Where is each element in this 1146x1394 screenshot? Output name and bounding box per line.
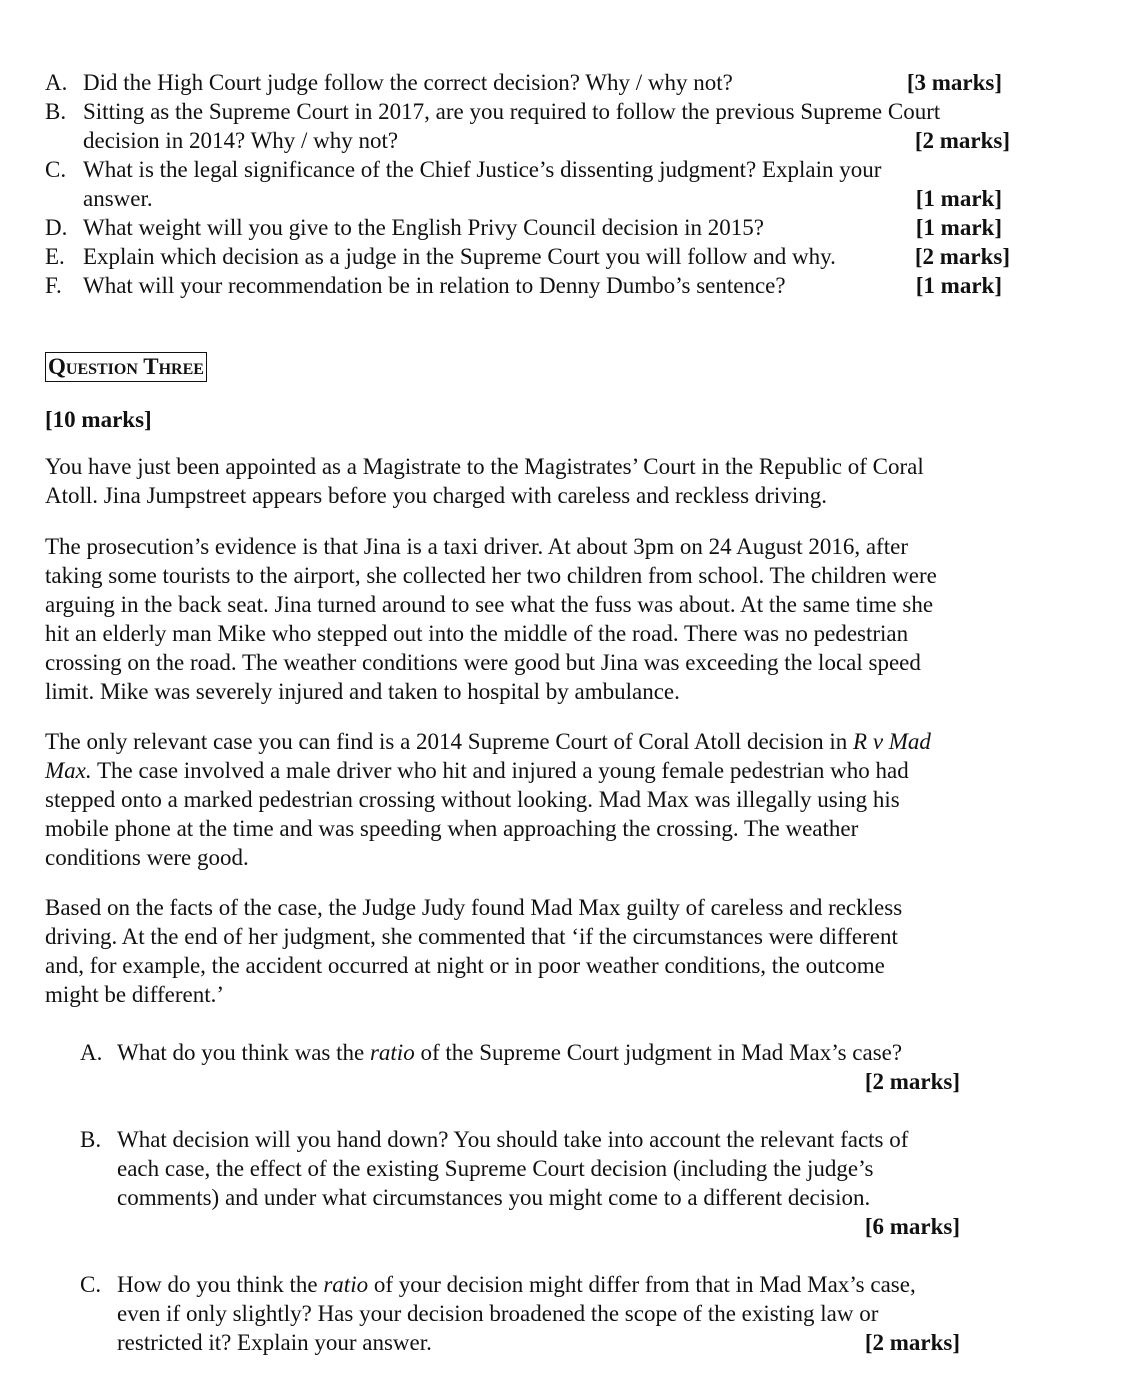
question-item-a [45,68,1010,97]
text-line: might be different.’ [45,982,225,1007]
question-item-c [45,155,1010,213]
marks-label: [6 marks] [864,1214,960,1239]
item-letter: B. [80,1127,102,1152]
item-letter: C. [45,157,67,182]
text-line: hit an elderly man Mike who stepped out into the middle of the road. There was no pedestrian [45,621,909,646]
text-fragment: The only relevant case you can find is a 2014 Supreme Court of Coral Atoll decision in [45,729,854,754]
section-title: Question Three [45,352,207,382]
text-line [117,1270,960,1299]
marks-label: [3 marks] [906,70,1002,95]
text-line: taking some tourists to the airport, she collected her two children from school. The children were [45,563,937,588]
text-fragment: The case involved a male driver who hit and injured a young female pedestrian who had [91,758,909,783]
text-fragment: What do you think was the [117,1040,370,1065]
text-line: even if only slightly? Has your decision broadened the scope of the existing law or [117,1301,879,1326]
question-item-f [45,271,1010,300]
text-line: limit. Mike was severely injured and taken to hospital by ambulance. [45,679,680,704]
item-letter: F. [45,273,62,298]
item-letter: E. [45,244,65,269]
text-line: What decision will you hand down? You should take into account the relevant facts of [117,1127,909,1152]
item-letter: B. [45,99,67,124]
item-letter: A. [45,70,68,95]
marks-label: [1 mark] [915,186,1002,211]
text-line [117,1328,960,1357]
text-line: and, for example, the accident occurred at night or in poor weather conditions, the outcome [45,953,885,978]
text-fragment: restricted it? Explain your answer. [117,1330,432,1355]
marks-label: [2 marks] [914,128,1010,153]
marks-label: [2 marks] [864,1069,960,1094]
ratio-term: ratio [369,1040,415,1065]
marks-label: [2 marks] [864,1330,960,1355]
marks-label: [2 marks] [914,244,1010,269]
sub-question-c [80,1270,960,1357]
item-text: answer. [83,186,153,211]
text-line: each case, the effect of the existing Supreme Court decision (including the judge’s [117,1156,874,1181]
question-item-e [45,242,1010,271]
item-text: What is the legal significance of the Chief Justice’s dissenting judgment? Explain your [83,157,882,182]
question-item-d [45,213,1010,242]
sub-question-a [80,1038,960,1096]
item-letter: A. [80,1040,103,1065]
text-line: Based on the facts of the case, the Judge Judy found Mad Max guilty of careless and reckless [45,895,903,920]
text-line: arguing in the back seat. Jina turned around to see what the fuss was about. At the same time she [45,592,934,617]
sub-question-b [80,1125,960,1241]
item-text: decision in 2014? Why / why not? [83,128,399,153]
marks-label: [1 mark] [915,215,1002,240]
text-line [45,727,1005,756]
item-text: Sitting as the Supreme Court in 2017, are you required to follow the previous Supreme Court [83,99,941,124]
case-name: Max. [45,758,92,783]
text-line [45,756,1005,785]
text-line: You have just been appointed as a Magistrate to the Magistrates’ Court in the Republic of Coral [45,454,924,479]
item-text: What weight will you give to the English Privy Council decision in 2015? [83,215,764,240]
text-line: driving. At the end of her judgment, she commented that ‘if the circumstances were different [45,924,898,949]
item-letter: C. [80,1272,102,1297]
item-letter: D. [45,215,68,240]
paragraph-judgment [45,893,1005,1009]
item-text: Did the High Court judge follow the correct decision? Why / why not? [83,70,733,95]
text-line: Atoll. Jina Jumpstreet appears before you charged with careless and reckless driving. [45,483,827,508]
text-line: mobile phone at the time and was speeding when approaching the crossing. The weather [45,816,859,841]
text-line: comments) and under what circumstances you might come to a different decision. [117,1185,871,1210]
text-fragment: of the Supreme Court judgment in Mad Max’s case? [414,1040,903,1065]
item-text: What will your recommendation be in relation to Denny Dumbo’s sentence? [83,273,786,298]
case-name: R v Mad [853,729,931,754]
previous-question-list [45,68,1010,300]
text-line: stepped onto a marked pedestrian crossing without looking. Mad Max was illegally using his [45,787,900,812]
text-line: crossing on the road. The weather conditions were good but Jina was exceeding the local speed [45,650,921,675]
text-fragment: of your decision might differ from that in Mad Max’s case, [368,1272,916,1297]
ratio-term: ratio [323,1272,369,1297]
marks-label: [1 mark] [915,273,1002,298]
text-line: The prosecution’s evidence is that Jina is a taxi driver. At about 3pm on 24 August 2016, after [45,534,908,559]
text-line: conditions were good. [45,845,249,870]
paragraph-evidence [45,532,1005,706]
item-text: Explain which decision as a judge in the Supreme Court you will follow and why. [83,244,836,269]
section-marks: [10 marks] [45,407,152,432]
paragraph-case [45,727,1005,872]
paragraph-intro [45,452,1005,510]
question-item-b [45,97,1010,155]
text-fragment: How do you think the [117,1272,324,1297]
text-line [117,1038,960,1067]
